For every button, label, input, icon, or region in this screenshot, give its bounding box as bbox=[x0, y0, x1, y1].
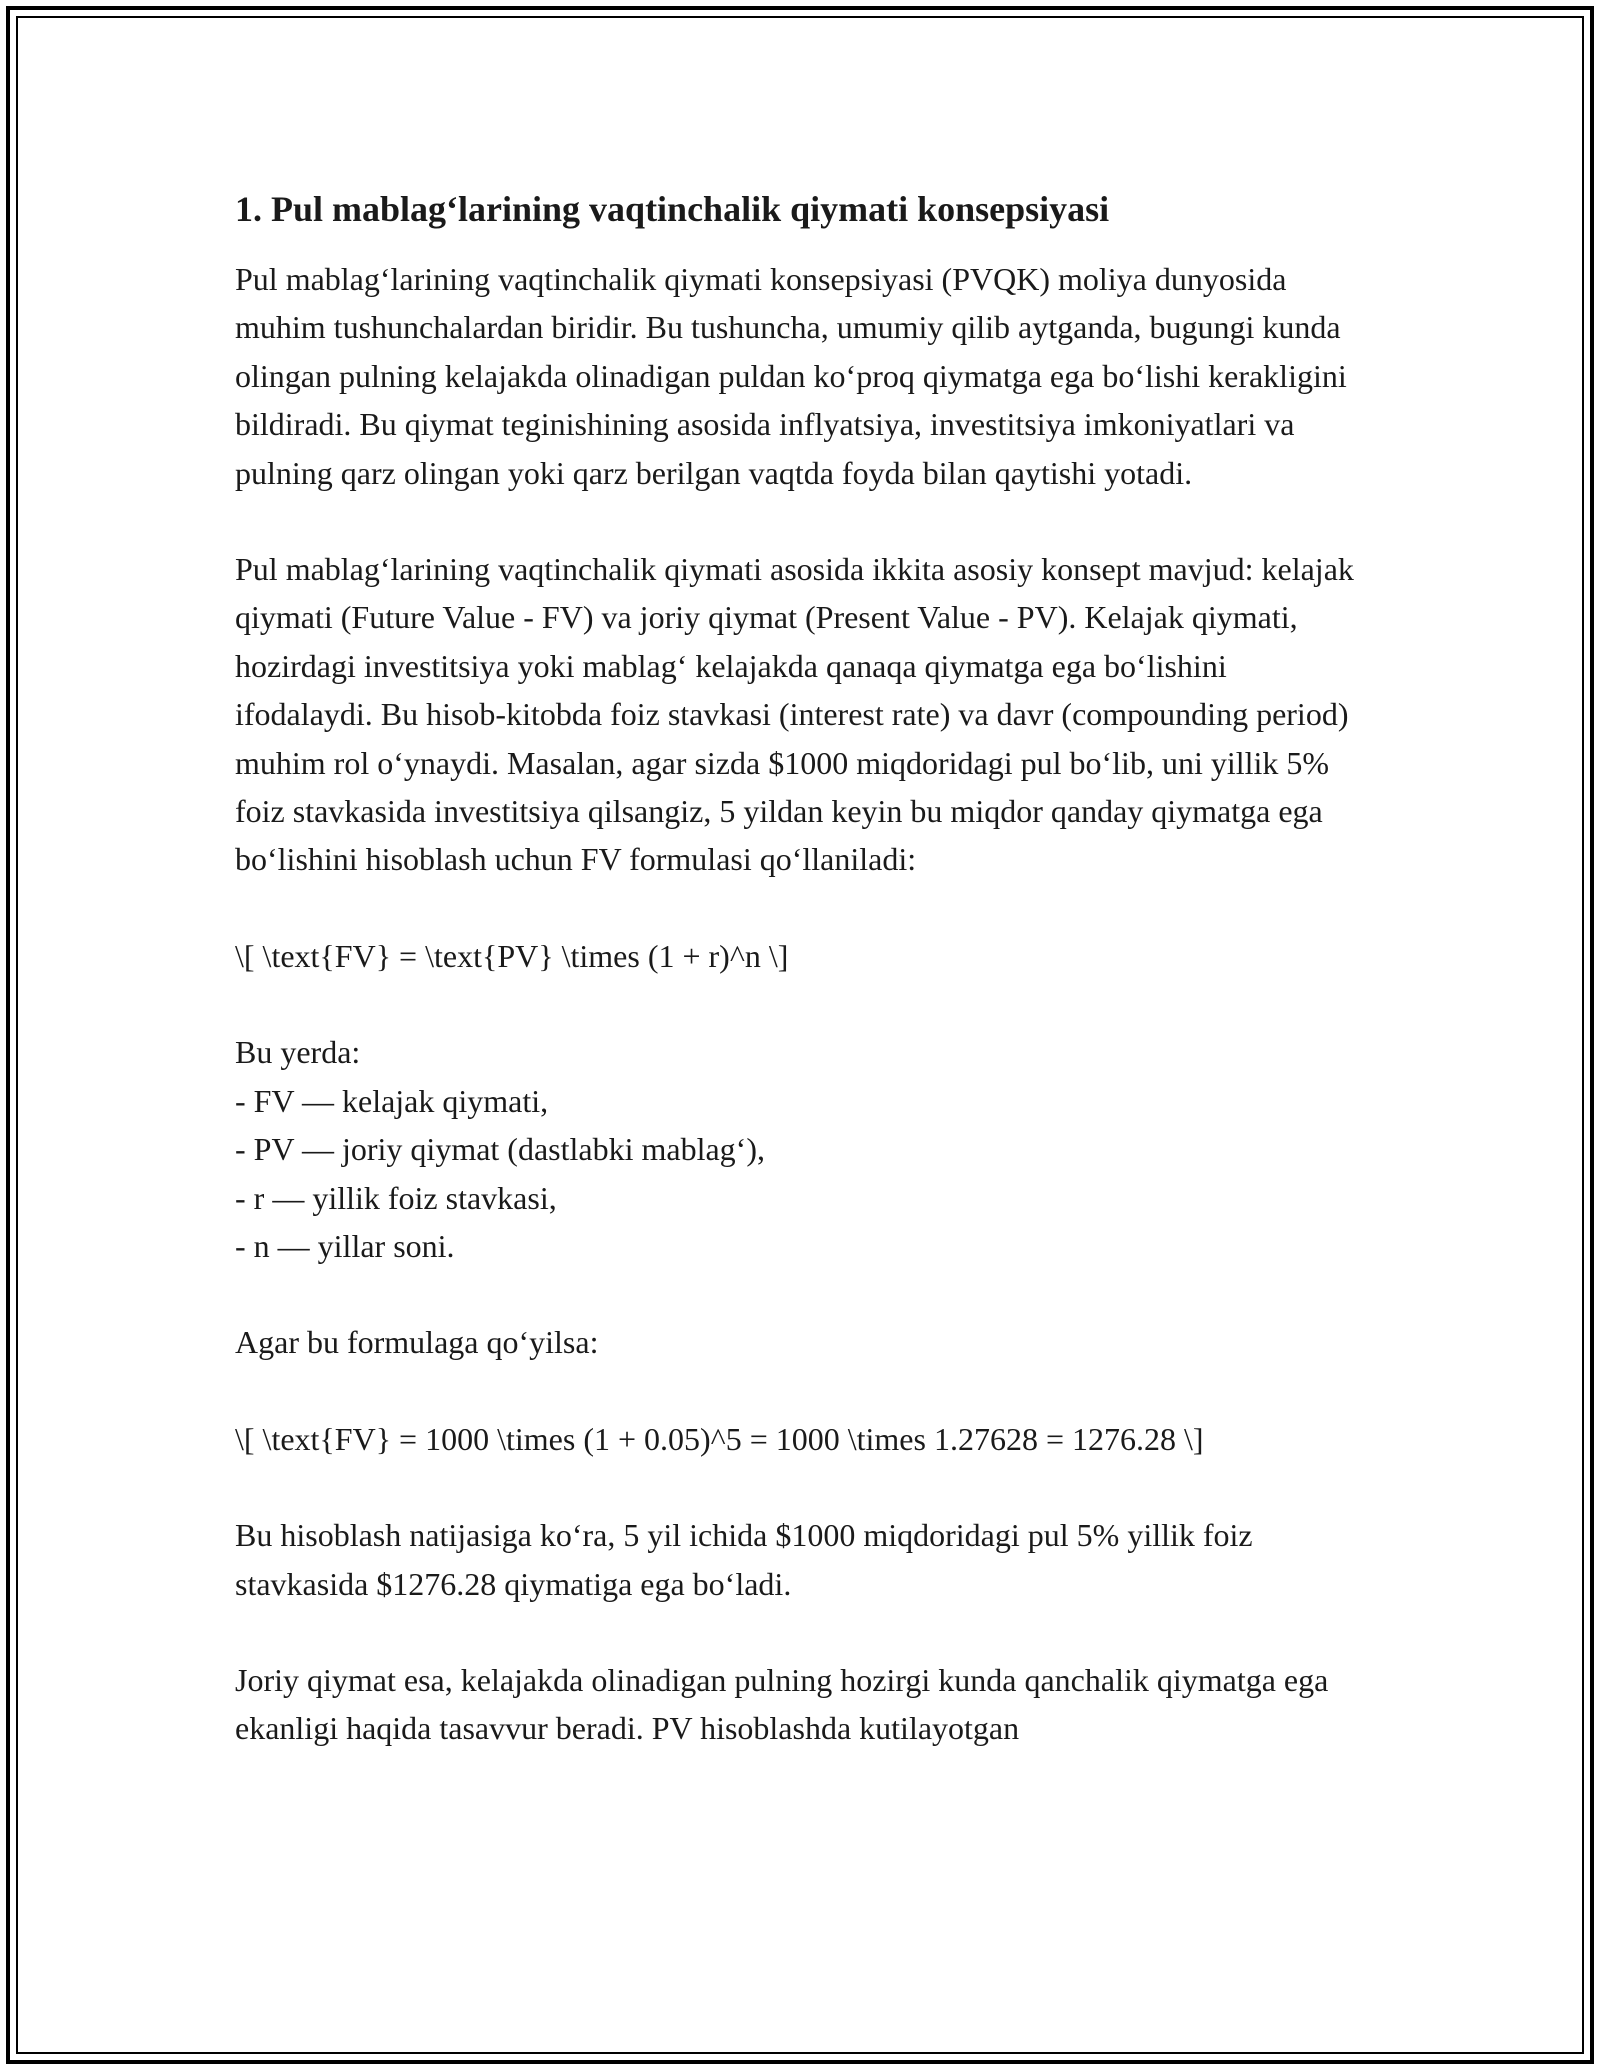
list-item: - FV — kelajak qiymati, bbox=[235, 1082, 549, 1119]
list-item: - r — yillik foiz stavkasi, bbox=[235, 1179, 557, 1216]
paragraph-result: Bu hisoblash natijasiga ko‘ra, 5 yil ichida $1000 miqdoridagi pul 5% yillik foiz stavkasida $1276.28 qiymatiga ega bo‘ladi. bbox=[235, 1517, 1253, 1602]
paragraph-fv-pv: Pul mablag‘larining vaqtinchalik qiymati asosida ikkita asosiy konsept mavjud: kelajak qiymati (Future Value - FV) va joriy qiymat (Present Value - PV). Kelajak qiymati, hozirdagi investitsiya yoki mablag‘ kelajakda qanaqa qiymatga ega bo‘lishini ifodalaydi. Bu hisob-kitobda foiz stavkasi (interest rate) va davr (compounding period) muhim rol o‘ynaydi. Masalan, agar sizda $1000 miqdoridagi pul bo‘lib, uni yillik 5% foiz stavkasida investitsiya qilsangiz, 5 yildan keyin bu miqdor qanday qiymatga ega bo‘lishini hisoblash uchun FV formulasi qo‘llaniladi: bbox=[235, 551, 1354, 878]
variable-definitions bbox=[235, 1028, 1365, 1270]
list-item: - PV — joriy qiymat (dastlabki mablag‘), bbox=[235, 1131, 765, 1168]
section-heading: 1. Pul mablag‘larining vaqtinchalik qiymati konsepsiyasi bbox=[235, 189, 1110, 229]
paragraph-intro: Pul mablag‘larining vaqtinchalik qiymati konsepsiyasi (PVQK) moliya dunyosida muhim tushunchalardan biridir. Bu tushuncha, umumiy qilib aytganda, bugungi kunda olingan pulning kelajakda olinadigan puldan ko‘proq qiymatga ega bo‘lishi kerakligini bildiradi. Bu qiymat teginishining asosida inflyatsiya, investitsiya imkoniyatlari va pulning qarz olingan yoki qarz berilgan vaqtda foyda bilan qaytishi yotadi. bbox=[235, 261, 1347, 491]
paragraph-present-value: Joriy qiymat esa, kelajakda olinadigan pulning hozirgi kunda qanchalik qiymatga ega ekanligi haqida tasavvur beradi. PV hisoblashda kutilayotgan bbox=[235, 1661, 1329, 1747]
list-item: - n — yillar soni. bbox=[235, 1227, 455, 1264]
paragraph-substitution: Agar bu formulaga qo‘yilsa: bbox=[235, 1324, 599, 1361]
document-body bbox=[235, 185, 1365, 1801]
formula-fv-example: \[ \text{FV} = 1000 \times (1 + 0.05)^5 = 1000 \times 1.27628 = 1276.28 \] bbox=[235, 1420, 1204, 1457]
formula-fv: \[ \text{FV} = \text{PV} \times (1 + r)^n \] bbox=[235, 937, 789, 974]
definitions-intro: Bu yerda: bbox=[235, 1034, 361, 1071]
